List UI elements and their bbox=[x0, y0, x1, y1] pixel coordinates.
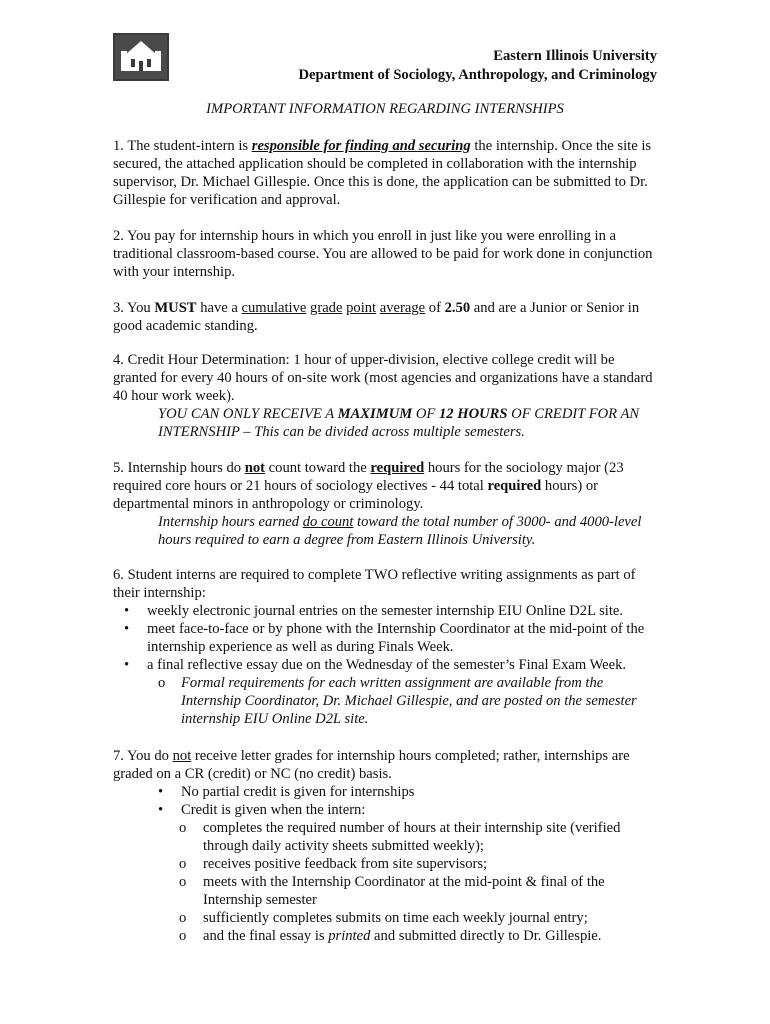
item-6-bullet-2 bbox=[113, 620, 658, 656]
item-6 bbox=[113, 566, 658, 728]
item-3-must: MUST bbox=[154, 300, 197, 316]
item-3-text-d: and are a Junior or Senior in good academic standing. bbox=[113, 300, 640, 334]
item-1-text-a: 1. The student-intern is bbox=[113, 138, 252, 154]
item-3 bbox=[113, 299, 658, 335]
item-1 bbox=[113, 137, 658, 209]
item-4-note-b: OF bbox=[412, 406, 439, 422]
header bbox=[298, 47, 657, 85]
item-5-note-a: Internship hours earned bbox=[158, 514, 303, 530]
item-3-grade: grade bbox=[310, 300, 343, 316]
department-name: Department of Sociology, Anthropology, and Criminology bbox=[298, 67, 657, 83]
item-3-point: point bbox=[346, 300, 377, 316]
item-6-bullet-1 bbox=[113, 602, 658, 620]
item-4-note-hours: 12 HOURS bbox=[438, 406, 508, 422]
item-7-bullet-2-text: Credit is given when the intern: bbox=[181, 802, 366, 818]
item-4-note-c: OF CREDIT FOR AN INTERNSHIP – This can be divided across multiple semesters. bbox=[158, 406, 640, 440]
item-7-sub-5-text-b: and submitted directly to Dr. Gillespie. bbox=[370, 928, 602, 944]
item-5-note-b: toward the total number of 3000- and 4000-level hours required to earn a degree from Eastern Illinois University. bbox=[158, 514, 642, 548]
item-6-bullet-3 bbox=[113, 656, 658, 674]
item-4-note-a: YOU CAN ONLY RECEIVE A bbox=[158, 406, 338, 422]
item-3-text-b: have a bbox=[196, 300, 242, 316]
bullet-marker: • bbox=[124, 621, 130, 637]
item-4-note-max: MAXIMUM bbox=[337, 406, 413, 422]
item-5-text-b: count toward the bbox=[265, 460, 371, 476]
item-4-note bbox=[113, 405, 658, 441]
item-6-sub-1 bbox=[113, 674, 658, 728]
item-5 bbox=[113, 459, 658, 549]
item-5-text-c: hours for the sociology major (23 required core hours or 21 hours of sociology electives - 44 total bbox=[113, 460, 624, 494]
item-4-text: 4. Credit Hour Determination: 1 hour of upper-division, elective college credit will be granted for every 40 hours of on-site work (most agencies and organizations have a standard 40 hour work week). bbox=[113, 352, 653, 404]
item-4 bbox=[113, 351, 658, 441]
item-7-sub-4-text: sufficiently completes submits on time each weekly journal entry; bbox=[203, 910, 588, 926]
item-3-text-c: of bbox=[425, 300, 445, 316]
item-7-sub-1-text: completes the required number of hours at their internship site (verified through daily activity sheets submitted weekly); bbox=[203, 820, 621, 854]
item-6-text: 6. Student interns are required to complete TWO reflective writing assignments as part of their internship: bbox=[113, 567, 636, 601]
item-5-note-do-count: do count bbox=[302, 514, 354, 530]
item-5-note bbox=[113, 513, 658, 549]
item-5-required-2: required bbox=[487, 478, 542, 494]
item-7-text-a: 7. You do bbox=[113, 748, 173, 764]
bullet-marker: • bbox=[124, 603, 130, 619]
item-7-text-b: receive letter grades for internship hours completed; rather, internships are graded on a CR (credit) or NC (no credit) basis. bbox=[113, 748, 630, 782]
item-3-cumulative: cumulative bbox=[241, 300, 307, 316]
item-7-sub-5-printed: printed bbox=[328, 928, 371, 944]
item-3-average: average bbox=[379, 300, 426, 316]
item-5-required: required bbox=[370, 460, 425, 476]
university-seal-icon bbox=[113, 33, 169, 81]
item-2: 2. You pay for internship hours in which you enroll in just like you were enrolling in a traditional classroom-based course. You are allowed to be paid for work done in conjunction with your internship. bbox=[113, 228, 653, 280]
bullet-marker: • bbox=[158, 784, 164, 800]
item-7-bullet-1-text: No partial credit is given for internships bbox=[181, 784, 415, 800]
item-6-bullet-2-text: meet face-to-face or by phone with the Internship Coordinator at the mid-point of the internship experience as well as during Finals Week. bbox=[147, 621, 645, 655]
item-7-sub-2 bbox=[113, 855, 658, 873]
item-5-text-d: hours) or departmental minors in anthropology or criminology. bbox=[113, 478, 599, 512]
sub-marker: o bbox=[179, 820, 187, 836]
item-7-sub-5 bbox=[113, 927, 658, 945]
item-1-text-b: the internship. Once the site is secured, the attached application should be completed in collaboration with the internship supervisor, Dr. Michael Gillespie. Once this is done, the application can be submitted to Dr. Gillespie for verification and approval. bbox=[113, 138, 652, 208]
university-name: Eastern Illinois University bbox=[493, 48, 657, 64]
item-7-sub-3-text: meets with the Internship Coordinator at the mid-point & final of the Internship semester bbox=[203, 874, 605, 908]
item-3-gpa: 2.50 bbox=[444, 300, 471, 316]
item-7-bullet-1 bbox=[113, 783, 658, 801]
item-7 bbox=[113, 747, 658, 945]
item-5-not: not bbox=[244, 460, 266, 476]
bullet-marker: • bbox=[124, 657, 130, 673]
item-6-bullet-3-text: a final reflective essay due on the Wednesday of the semester’s Final Exam Week. bbox=[147, 657, 627, 673]
item-6-bullet-1-text: weekly electronic journal entries on the semester internship EIU Online D2L site. bbox=[147, 603, 624, 619]
sub-marker: o bbox=[179, 928, 187, 944]
sub-marker: o bbox=[158, 675, 166, 691]
item-1-emphasis: responsible for finding and securing bbox=[251, 138, 471, 154]
item-5-text-a: 5. Internship hours do bbox=[113, 460, 245, 476]
item-5-text bbox=[113, 459, 658, 513]
page-title: IMPORTANT INFORMATION REGARDING INTERNSHIPS bbox=[206, 101, 564, 117]
bullet-marker: • bbox=[158, 802, 164, 818]
item-7-sub-2-text: receives positive feedback from site supervisors; bbox=[203, 856, 488, 872]
sub-marker: o bbox=[179, 856, 187, 872]
item-7-sub-1 bbox=[113, 819, 658, 855]
item-7-sub-4 bbox=[113, 909, 658, 927]
sub-marker: o bbox=[179, 910, 187, 926]
item-7-bullet-2 bbox=[113, 801, 658, 819]
item-3-text-a: 3. You bbox=[113, 300, 155, 316]
item-7-sub-5-text-a: and the final essay is bbox=[203, 928, 329, 944]
sub-marker: o bbox=[179, 874, 187, 890]
item-6-sub-1-text: Formal requirements for each written assignment are available from the Internship Coordinator, Dr. Michael Gillespie, and are posted on the semester internship EIU Online D2L site. bbox=[181, 675, 637, 727]
item-7-sub-3 bbox=[113, 873, 658, 909]
item-7-text bbox=[113, 747, 658, 783]
item-7-not: not bbox=[172, 748, 192, 764]
